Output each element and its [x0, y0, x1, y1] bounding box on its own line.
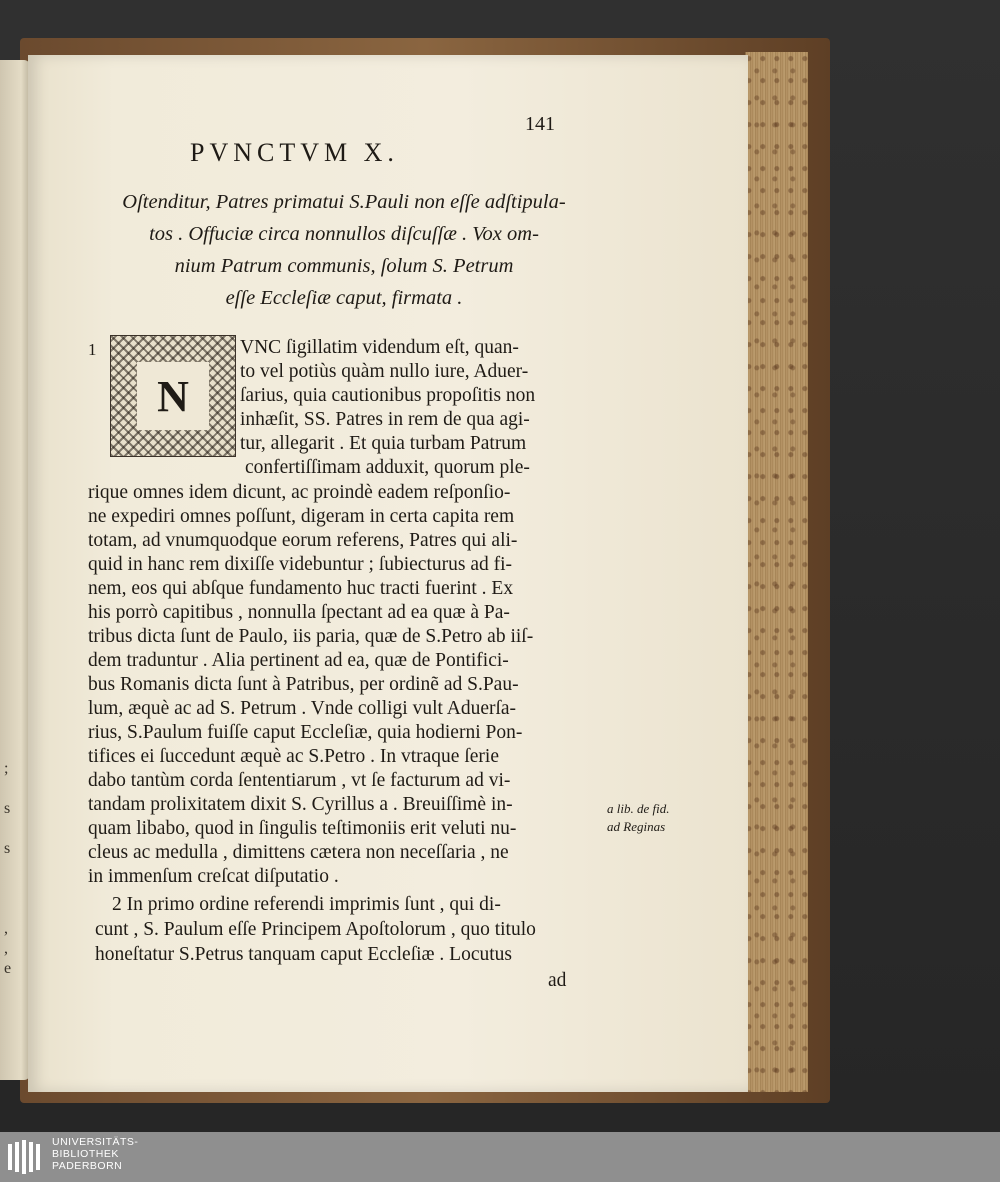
paragraph-number: 1: [88, 340, 97, 359]
text-line: quid in hanc rem dixiſſe videbuntur ; ſubiecturus ad fi-: [88, 554, 513, 575]
text-line: rique omnes idem dicunt, ac proindè eadem reſponſio-: [88, 482, 511, 503]
text-line: cleus ac medulla , dimittens cætera non neceſſaria , ne: [88, 842, 509, 863]
text-line: tifices ei ſuccedunt æquè ac S.Petro . In vtraque ſerie: [88, 746, 499, 767]
left-margin-mark: ,: [4, 940, 8, 957]
library-logo-text: [52, 1136, 138, 1172]
drop-cap-letter: N: [137, 362, 209, 430]
text-line: ne expediri omnes poſſunt, digeram in certa capita rem: [88, 506, 515, 527]
text-line: lum, æquè ac ad S. Petrum . Vnde colligi vult Aduerſa-: [88, 698, 517, 719]
previous-page-edge: [0, 60, 30, 1080]
logo-line: PADERBORN: [52, 1160, 123, 1172]
text-line: 2 In primo ordine referendi imprimis ſunt , qui di-: [112, 894, 501, 915]
section-summary: [84, 186, 604, 314]
text-line: confertiſſimam adduxit, quorum ple-: [245, 457, 530, 478]
text-line: tandam prolixitatem dixit S. Cyrillus a . Breuiſſimè in-: [88, 794, 513, 815]
text-line: rius, S.Paulum fuiſſe caput Eccleſiæ, quia hodierni Pon-: [88, 722, 523, 743]
catchword: ad: [548, 970, 567, 991]
text-line: his porrò capitibus , nonnulla ſpectant ad ea quæ à Pa-: [88, 602, 510, 623]
margin-note-line: ad Reginas: [607, 819, 666, 834]
margin-note-line: a lib. de fid.: [607, 801, 670, 816]
text-line: tur, allegarit . Et quia turbam Patrum: [240, 433, 527, 454]
text-line: nem, eos qui abſque fundamento huc tracti fuerint . Ex: [88, 578, 514, 599]
logo-line: BIBLIOTHEK: [52, 1148, 119, 1160]
logo-line: UNIVERSITÄTS-: [52, 1136, 139, 1148]
text-line: VNC ſigillatim videndum eſt, quan-: [240, 337, 519, 358]
text-line: honeſtatur S.Petrus tanquam caput Eccleſiæ . Locutus: [95, 944, 512, 965]
left-margin-mark: ;: [4, 760, 9, 777]
text-line: bus Romanis dicta ſunt à Patribus, per ordinẽ ad S.Pau-: [88, 674, 519, 695]
page-fore-edge: [745, 52, 808, 1092]
left-margin-mark: s: [4, 840, 11, 857]
library-logo-icon: [8, 1140, 44, 1174]
summary-line: tos . Offuciæ circa nonnullos diſcuſſæ . Vox om-: [149, 223, 539, 245]
summary-line: eſſe Eccleſiæ caput, firmata .: [225, 287, 463, 309]
page-number: 141: [525, 113, 555, 135]
text-line: dem traduntur . Alia pertinent ad ea, quæ de Pontifici-: [88, 650, 509, 671]
text-line: to vel potiùs quàm nullo iure, Aduer-: [240, 361, 529, 382]
summary-line: nium Patrum communis, ſolum S. Petrum: [174, 255, 514, 277]
left-margin-mark: e: [4, 960, 12, 977]
text-line: tribus dicta ſunt de Paulo, iis paria, quæ de S.Petro ab iiſ-: [88, 626, 534, 647]
text-line: inhæſit, SS. Patres in rem de qua agi-: [240, 409, 530, 430]
decorated-initial: [110, 335, 236, 457]
text-line: quam libabo, quod in ſingulis teſtimoniis erit veluti nu-: [88, 818, 517, 839]
text-line: ſarius, quia cautionibus propoſitis non: [240, 385, 536, 406]
text-line: cunt , S. Paulum eſſe Principem Apoſtolorum , quo titulo: [95, 919, 536, 940]
summary-line: Oſtenditur, Patres primatui S.Pauli non eſſe adſtipula-: [122, 191, 566, 213]
library-footer-bar: [0, 1132, 1000, 1182]
left-margin-mark: ,: [4, 920, 8, 937]
text-line: dabo tantùm corda ſententiarum , vt ſe facturum ad vi-: [88, 770, 511, 791]
text-line: totam, ad vnumquodque eorum referens, Patres qui ali-: [88, 530, 518, 551]
text-line: in immenſum creſcat diſputatio .: [88, 866, 339, 887]
left-margin-mark: s: [4, 800, 11, 817]
margin-note: [607, 800, 669, 836]
section-heading: PVNCTVM X.: [190, 138, 399, 167]
